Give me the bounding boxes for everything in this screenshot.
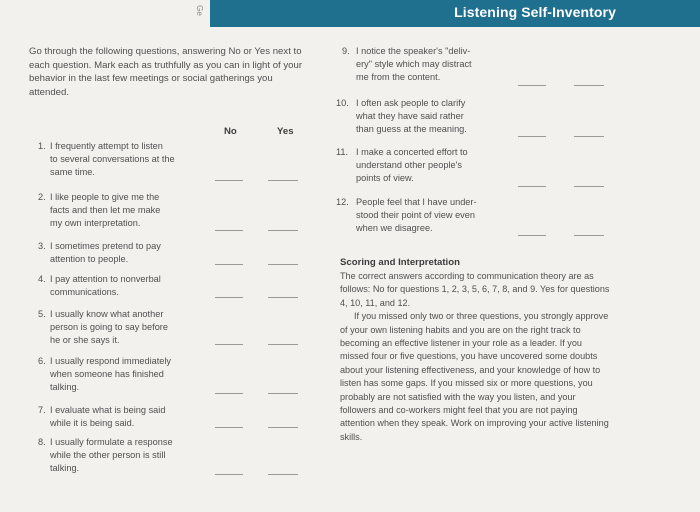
answer-blank-no[interactable] (215, 230, 243, 231)
answer-blank-yes[interactable] (268, 230, 298, 231)
answer-blank-no[interactable] (215, 264, 243, 265)
column-header-yes: Yes (277, 126, 294, 137)
answer-blank-yes[interactable] (268, 297, 298, 298)
answer-blank-no[interactable] (215, 474, 243, 475)
scoring-answers-paragraph: The correct answers according to communication theory are as follows: No for questions 1, 2, 3, 5, 6, 7, 8, and 9. Yes for questions 4, 10, 11, and 12. (340, 271, 610, 308)
scoring-text (340, 270, 610, 444)
answer-blank-yes[interactable] (268, 427, 298, 428)
answer-blank-yes[interactable] (268, 393, 298, 394)
answer-blank-yes[interactable] (574, 85, 604, 86)
answer-blank-no[interactable] (518, 85, 546, 86)
answer-blank-no[interactable] (215, 393, 243, 394)
answer-blank-no[interactable] (518, 235, 546, 236)
answer-blank-no[interactable] (518, 186, 546, 187)
answer-blank-yes[interactable] (268, 474, 298, 475)
answer-blank-yes[interactable] (574, 186, 604, 187)
answer-blank-no[interactable] (215, 297, 243, 298)
answer-blank-no[interactable] (215, 344, 243, 345)
answer-blank-yes[interactable] (574, 136, 604, 137)
scoring-heading: Scoring and Interpretation (340, 257, 460, 268)
question-number: 1. (38, 141, 46, 151)
answer-blank-yes[interactable] (268, 344, 298, 345)
answer-blank-yes[interactable] (268, 264, 298, 265)
answer-blank-yes[interactable] (268, 180, 298, 181)
intro-paragraph: Go through the following questions, answering No or Yes next to each question. Mark each as truthfully as you can in light of your behavior in the last few meetings or social gatherings you attended. (29, 46, 303, 99)
answer-blank-yes[interactable] (574, 235, 604, 236)
question-text: I frequently attempt to listen to several conversations at the same time. (50, 141, 175, 177)
answer-blank-no[interactable] (215, 427, 243, 428)
answer-blank-no[interactable] (518, 136, 546, 137)
column-header-no: No (224, 126, 237, 137)
corner-mark: Ge (194, 5, 204, 16)
answer-blank-no[interactable] (215, 180, 243, 181)
page-title: Listening Self-Inventory (454, 4, 616, 20)
scoring-interpretation-paragraph: If you missed only two or three questions, you strongly approve of your own listening habits and you are on the right track to becoming an effective listener in your role as a leader. If you missed four or five questions, you have uncovered some doubts about your listening effectiveness, and your knowledge of how to listen has some gaps. If you missed six or more questions, you probably are not satisfied with the way you listen, and your followers and co-workers might feel that you are not paying attention when they speak. Work on improving your active listening skills. (340, 311, 609, 442)
